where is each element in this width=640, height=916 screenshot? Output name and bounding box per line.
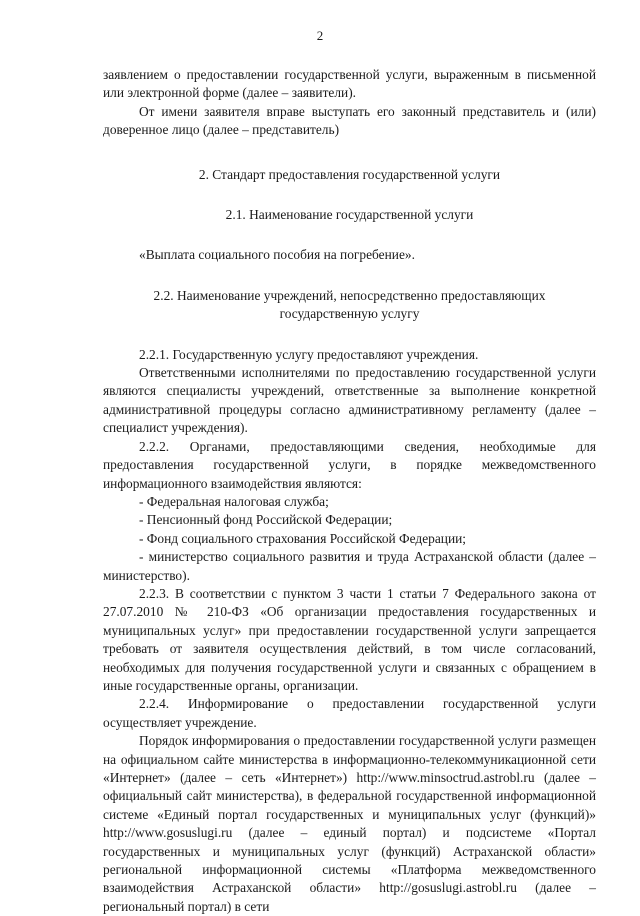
paragraph-2-2-2: 2.2.2. Органами, предоставляющими сведения, необходимые для предоставления государственной услуги, в порядке межведомственного информационного взаимодействия являются: xyxy=(103,438,596,491)
paragraph-applicants: заявлением о предоставлении государственной услуги, выраженным в письменной или электронной форме (далее – заявители). xyxy=(103,67,596,101)
subsection-heading-institutions: 2.2. Наименование учреждений, непосредственно предоставляющих государственную услугу xyxy=(153,287,546,322)
page-number: 2 xyxy=(316,28,324,43)
service-name-quote: «Выплата социального пособия на погребение». xyxy=(139,247,415,263)
document-body xyxy=(103,66,596,916)
paragraph-2-2-4: 2.2.4. Информирование о предоставлении государственной услуги осуществляет учреждение. xyxy=(103,696,596,730)
subsection-heading-service-name: 2.1. Наименование государственной услуги xyxy=(225,207,474,223)
list-item: - Пенсионный фонд Российской Федерации; xyxy=(139,512,393,528)
paragraph-responsible-executors: Ответственными исполнителями по предоставлению государственной услуги являются специалисты учреждений, ответственные за выполнение конкретной административной процедуры согласно административному регламенту (далее – специалист учреждения). xyxy=(103,365,596,436)
section-heading-standard: 2. Стандарт предоставления государственной услуги xyxy=(198,166,501,182)
list-item: - Фонд социального страхования Российской Федерации; xyxy=(139,530,466,546)
paragraph-representative: От имени заявителя вправе выступать его законный представитель и (или) доверенное лицо (далее – представитель) xyxy=(103,103,596,138)
list-item: - министерство социального развития и труда Астраханской области (далее – министерство). xyxy=(103,549,596,583)
list-item: - Федеральная налоговая служба; xyxy=(139,493,329,509)
paragraph-2-2-3: 2.2.3. В соответствии с пунктом 3 части 1 статьи 7 Федерального закона от 27.07.2010 № 210-ФЗ «Об организации предоставления государственных и муниципальных услуг» при предоставлении государственной услуги запрещается требовать от заявителя осуществления действий, в том числе согласований, необходимых для получения государственной услуги и связанных с обращением в иные государственные органы, организации. xyxy=(103,585,596,693)
paragraph-2-2-1: 2.2.1. Государственную услугу предоставляют учреждения. xyxy=(139,346,479,362)
paragraph-information-procedure: Порядок информирования о предоставлении государственной услуги размещен на официальном сайте министерства в информационно-телекоммуникационной сети «Интернет» (далее – сеть «Интернет») http://www.minsoctrud.astrobl.ru (далее – официальный сайт министерства), в федеральной государственной информационной системе «Единый портал государственных и муниципальных услуг (функций)» http://www.gosuslugi.ru (далее – единый портал) и подсистеме «Портал государственных и муниципальных услуг (функций) Астраханской области» региональной информационной системы «Платформа межведомственного взаимодействия Астраханской области» http://gosuslugi.astrobl.ru (далее – региональный портал) в сети xyxy=(103,733,596,914)
